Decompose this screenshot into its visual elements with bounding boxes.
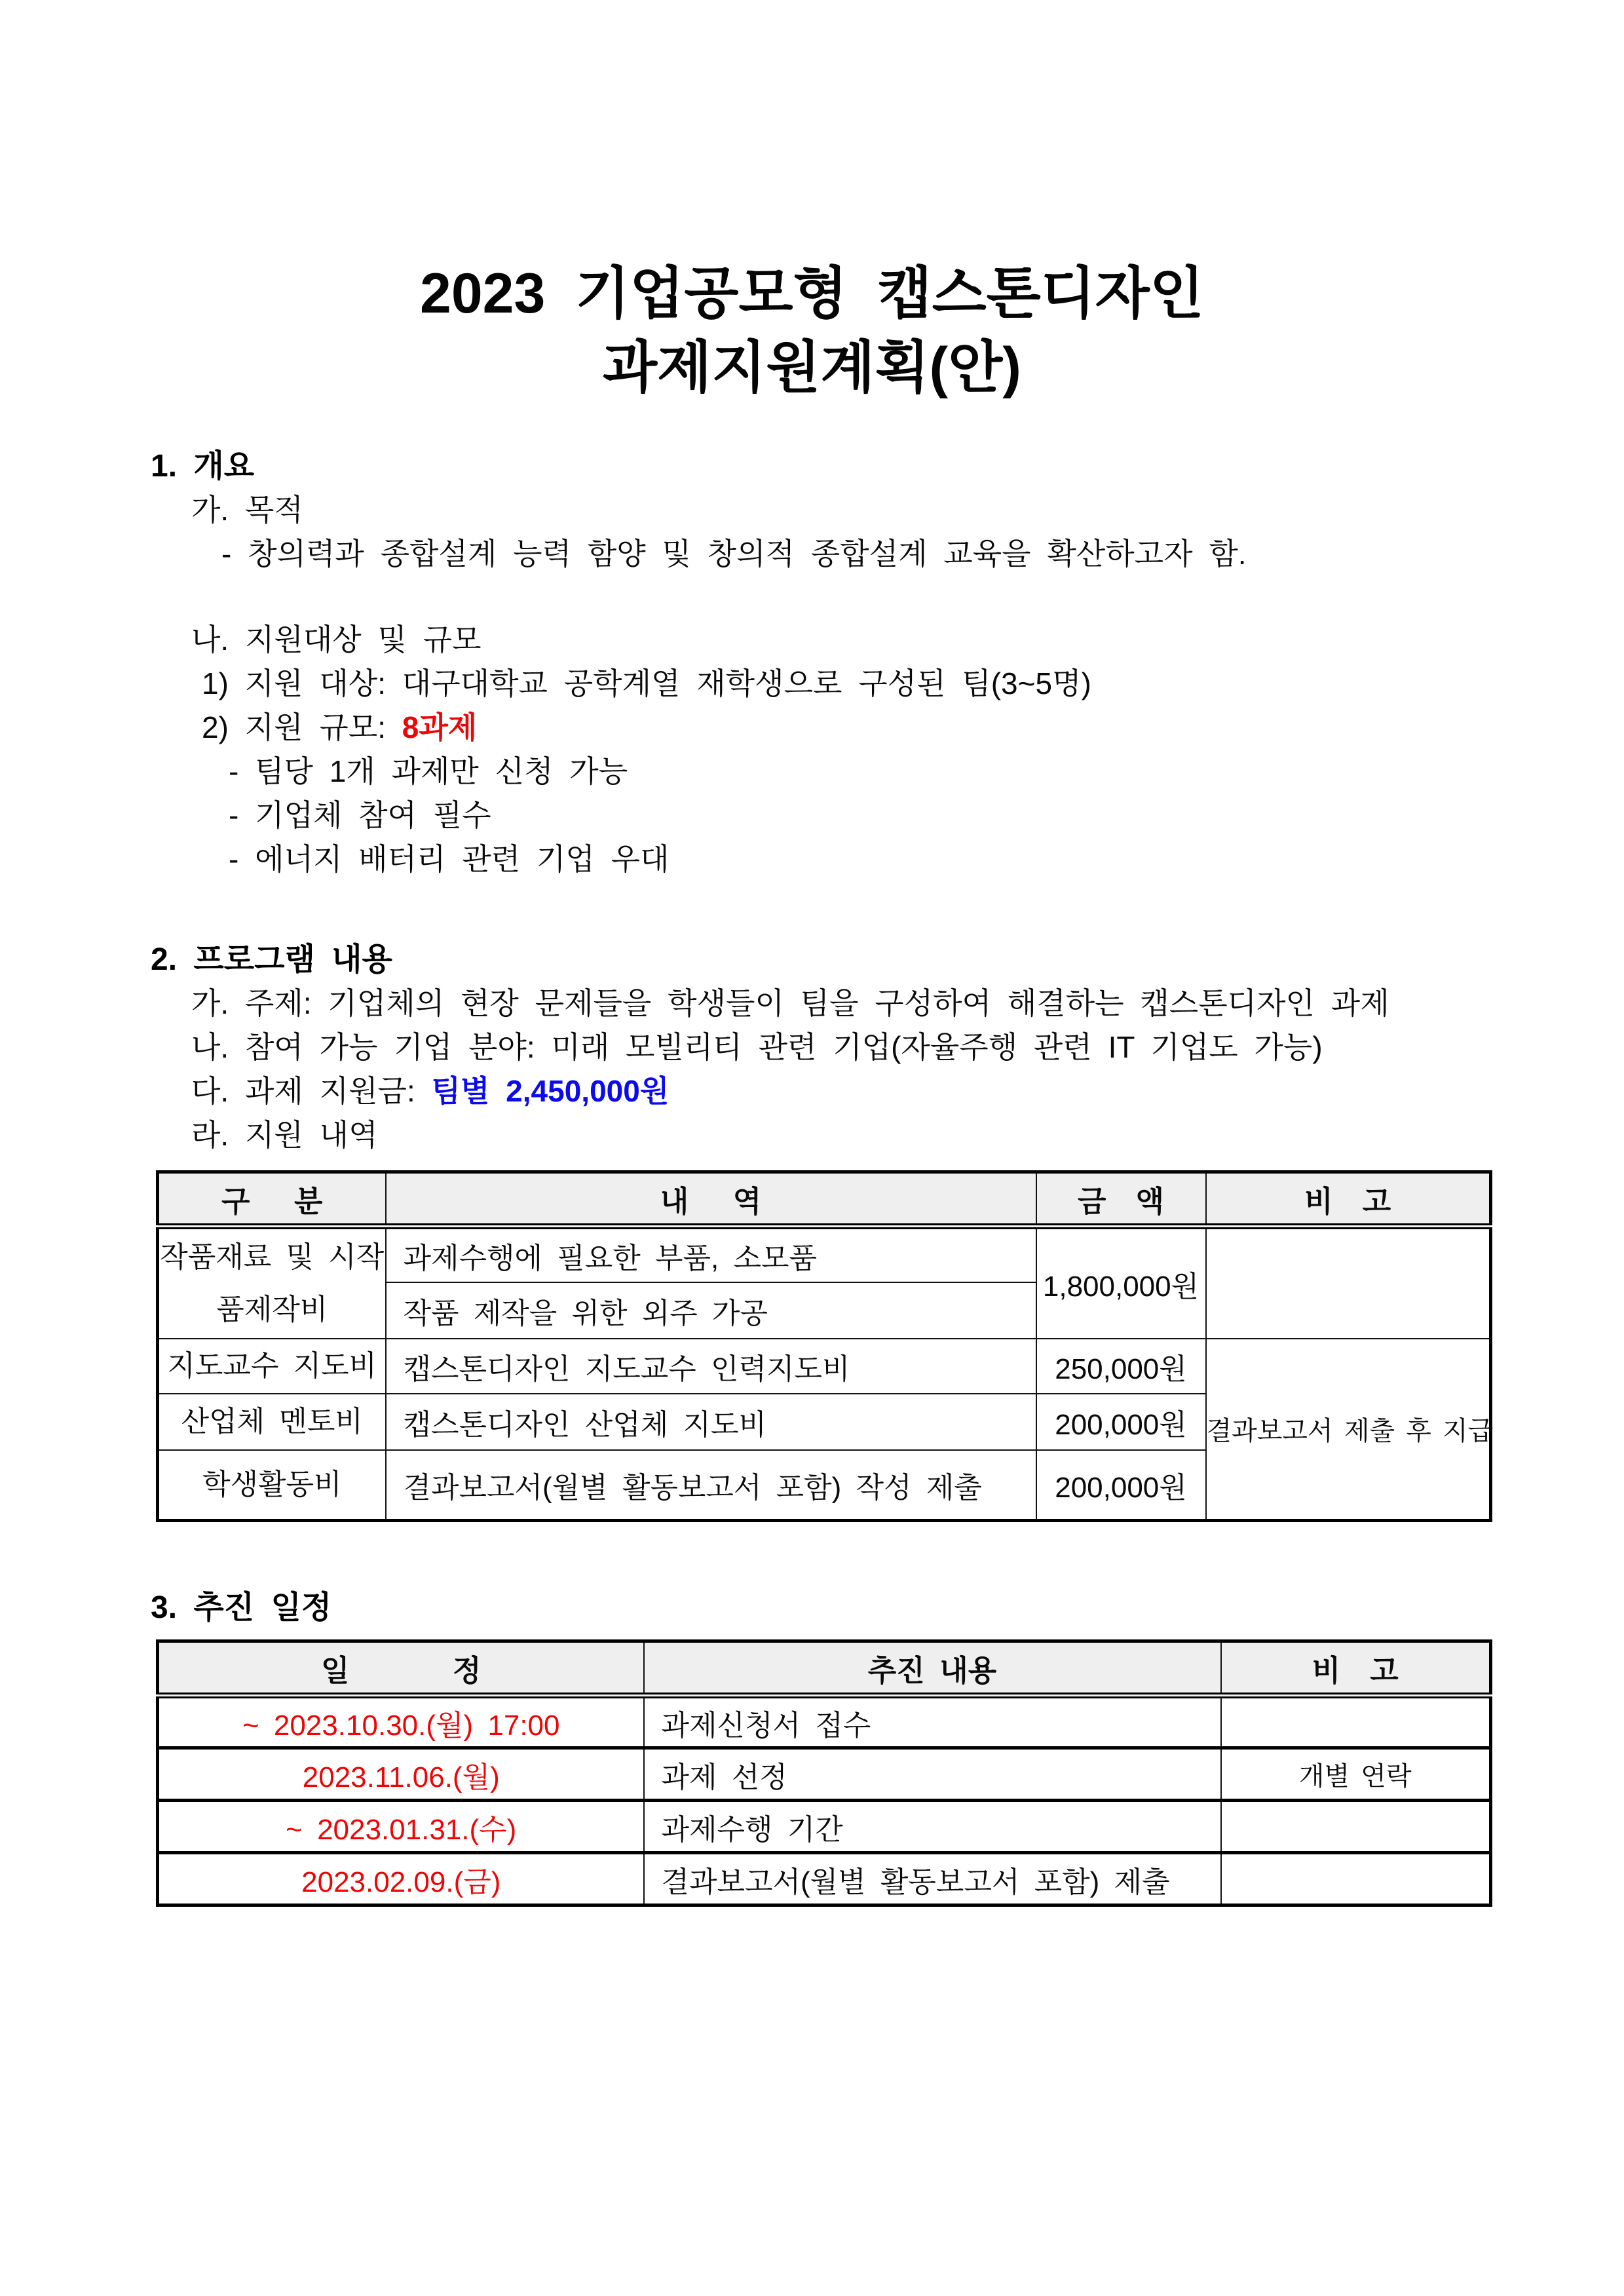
schedule-header-note: 비 고 [1221, 1641, 1491, 1696]
section-program [151, 938, 1481, 1157]
section-program-heading: 2. 프로그램 내용 [151, 942, 392, 977]
section-schedule [151, 1586, 1481, 1630]
overview-target-item-2 [151, 706, 1481, 750]
schedule-cell-content: 과제 선정 [644, 1748, 1221, 1801]
schedule-table-header-row [158, 1641, 1491, 1696]
support-cell-category-group: 작품재료 및 시작품제작비 [158, 1227, 386, 1339]
section-overview-heading: 1. 개요 [151, 449, 255, 484]
section-schedule-heading: 3. 추진 일정 [151, 1590, 332, 1625]
overview-bullet-1: - 팀당 1개 과제만 신청 가능 [229, 754, 628, 788]
support-cell-category: 학생활동비 [158, 1450, 386, 1521]
support-table [156, 1170, 1492, 1522]
program-field-line: 나. 참여 가능 기업 분야: 미래 모빌리티 관련 기업(자율주행 관련 IT 기업도 가능) [191, 1030, 1323, 1064]
overview-bullet-2: - 기업체 참여 필수 [229, 798, 491, 832]
support-cell-category: 지도교수 지도비 [158, 1339, 386, 1394]
table-row [158, 1696, 1491, 1748]
support-header-detail: 내 역 [386, 1172, 1036, 1227]
support-header-amount: 금 액 [1036, 1172, 1206, 1227]
support-cell-note-empty [1206, 1227, 1491, 1339]
support-cell-merged-note: 결과보고서 제출 후 지급 [1206, 1339, 1491, 1521]
table-row [158, 1853, 1491, 1905]
schedule-cell-note [1221, 1853, 1491, 1905]
support-cell-detail-2: 작품 제작을 위한 외주 가공 [386, 1282, 1036, 1339]
table-row [158, 1339, 1491, 1394]
support-header-category: 구 분 [158, 1172, 386, 1227]
support-header-note: 비 고 [1206, 1172, 1491, 1227]
schedule-cell-content: 과제신청서 접수 [644, 1696, 1221, 1748]
document-title-line2: 과제지원계획(안) [603, 336, 1021, 399]
program-fund-line [151, 1069, 1481, 1113]
support-cell-detail-1: 과제수행에 필요한 부품, 소모품 [386, 1227, 1036, 1282]
overview-scale-highlight: 8과제 [402, 710, 478, 744]
overview-target-label: 나. 지원대상 및 규모 [191, 622, 482, 657]
table-row [158, 1227, 1491, 1282]
support-cell-amount: 200,000원 [1036, 1450, 1206, 1521]
schedule-cell-date: ~ 2023.01.31.(수) [158, 1801, 644, 1853]
support-cell-amount: 250,000원 [1036, 1339, 1206, 1394]
program-fund-prefix: 다. 과제 지원금: [191, 1074, 432, 1108]
section-overview [151, 444, 1481, 881]
support-cell-category: 산업체 멘토비 [158, 1394, 386, 1450]
schedule-cell-note [1221, 1801, 1491, 1853]
schedule-table [156, 1639, 1492, 1907]
support-cell-detail: 결과보고서(월별 활동보고서 포함) 작성 제출 [386, 1450, 1036, 1521]
document-title [0, 257, 1624, 405]
blank-line [151, 576, 1481, 618]
support-cell-detail: 캡스톤디자인 산업체 지도비 [386, 1394, 1036, 1450]
program-detail-label: 라. 지원 내역 [191, 1118, 378, 1152]
support-cell-amount: 200,000원 [1036, 1394, 1206, 1450]
schedule-cell-content: 결과보고서(월별 활동보고서 포함) 제출 [644, 1853, 1221, 1905]
support-cell-amount-group: 1,800,000원 [1036, 1227, 1206, 1339]
support-table-container [156, 1170, 1494, 1522]
overview-purpose-label: 가. 목적 [191, 493, 303, 527]
overview-bullet-3: - 에너지 배터리 관련 기업 우대 [229, 842, 670, 876]
overview-purpose-detail: - 창의력과 종합설계 능력 함양 및 창의적 종합설계 교육을 확산하고자 함. [221, 537, 1247, 571]
overview-scale-prefix: 2) 지원 규모: [202, 710, 402, 744]
schedule-cell-date: ~ 2023.10.30.(월) 17:00 [158, 1696, 644, 1748]
support-table-header-row [158, 1172, 1491, 1227]
document-title-line1: 2023 기업공모형 캡스톤디자인 [420, 262, 1204, 325]
program-fund-highlight: 팀별 2,450,000원 [431, 1074, 670, 1108]
schedule-header-date: 일 정 [158, 1641, 644, 1696]
schedule-table-container [156, 1639, 1491, 1907]
support-cell-detail: 캡스톤디자인 지도교수 인력지도비 [386, 1339, 1036, 1394]
schedule-cell-note: 개별 연락 [1221, 1748, 1491, 1801]
program-topic-line: 가. 주제: 기업체의 현장 문제들을 학생들이 팀을 구성하여 해결하는 캡스톤디자인 과제 [191, 986, 1389, 1020]
table-row [158, 1801, 1491, 1853]
schedule-cell-note [1221, 1696, 1491, 1748]
schedule-cell-date: 2023.11.06.(월) [158, 1748, 644, 1801]
schedule-header-content: 추진 내용 [644, 1641, 1221, 1696]
overview-target-item-1: 1) 지원 대상: 대구대학교 공학계열 재학생으로 구성된 팀(3~5명) [202, 666, 1091, 700]
schedule-cell-content: 과제수행 기간 [644, 1801, 1221, 1853]
schedule-cell-date: 2023.02.09.(금) [158, 1853, 644, 1905]
table-row [158, 1748, 1491, 1801]
